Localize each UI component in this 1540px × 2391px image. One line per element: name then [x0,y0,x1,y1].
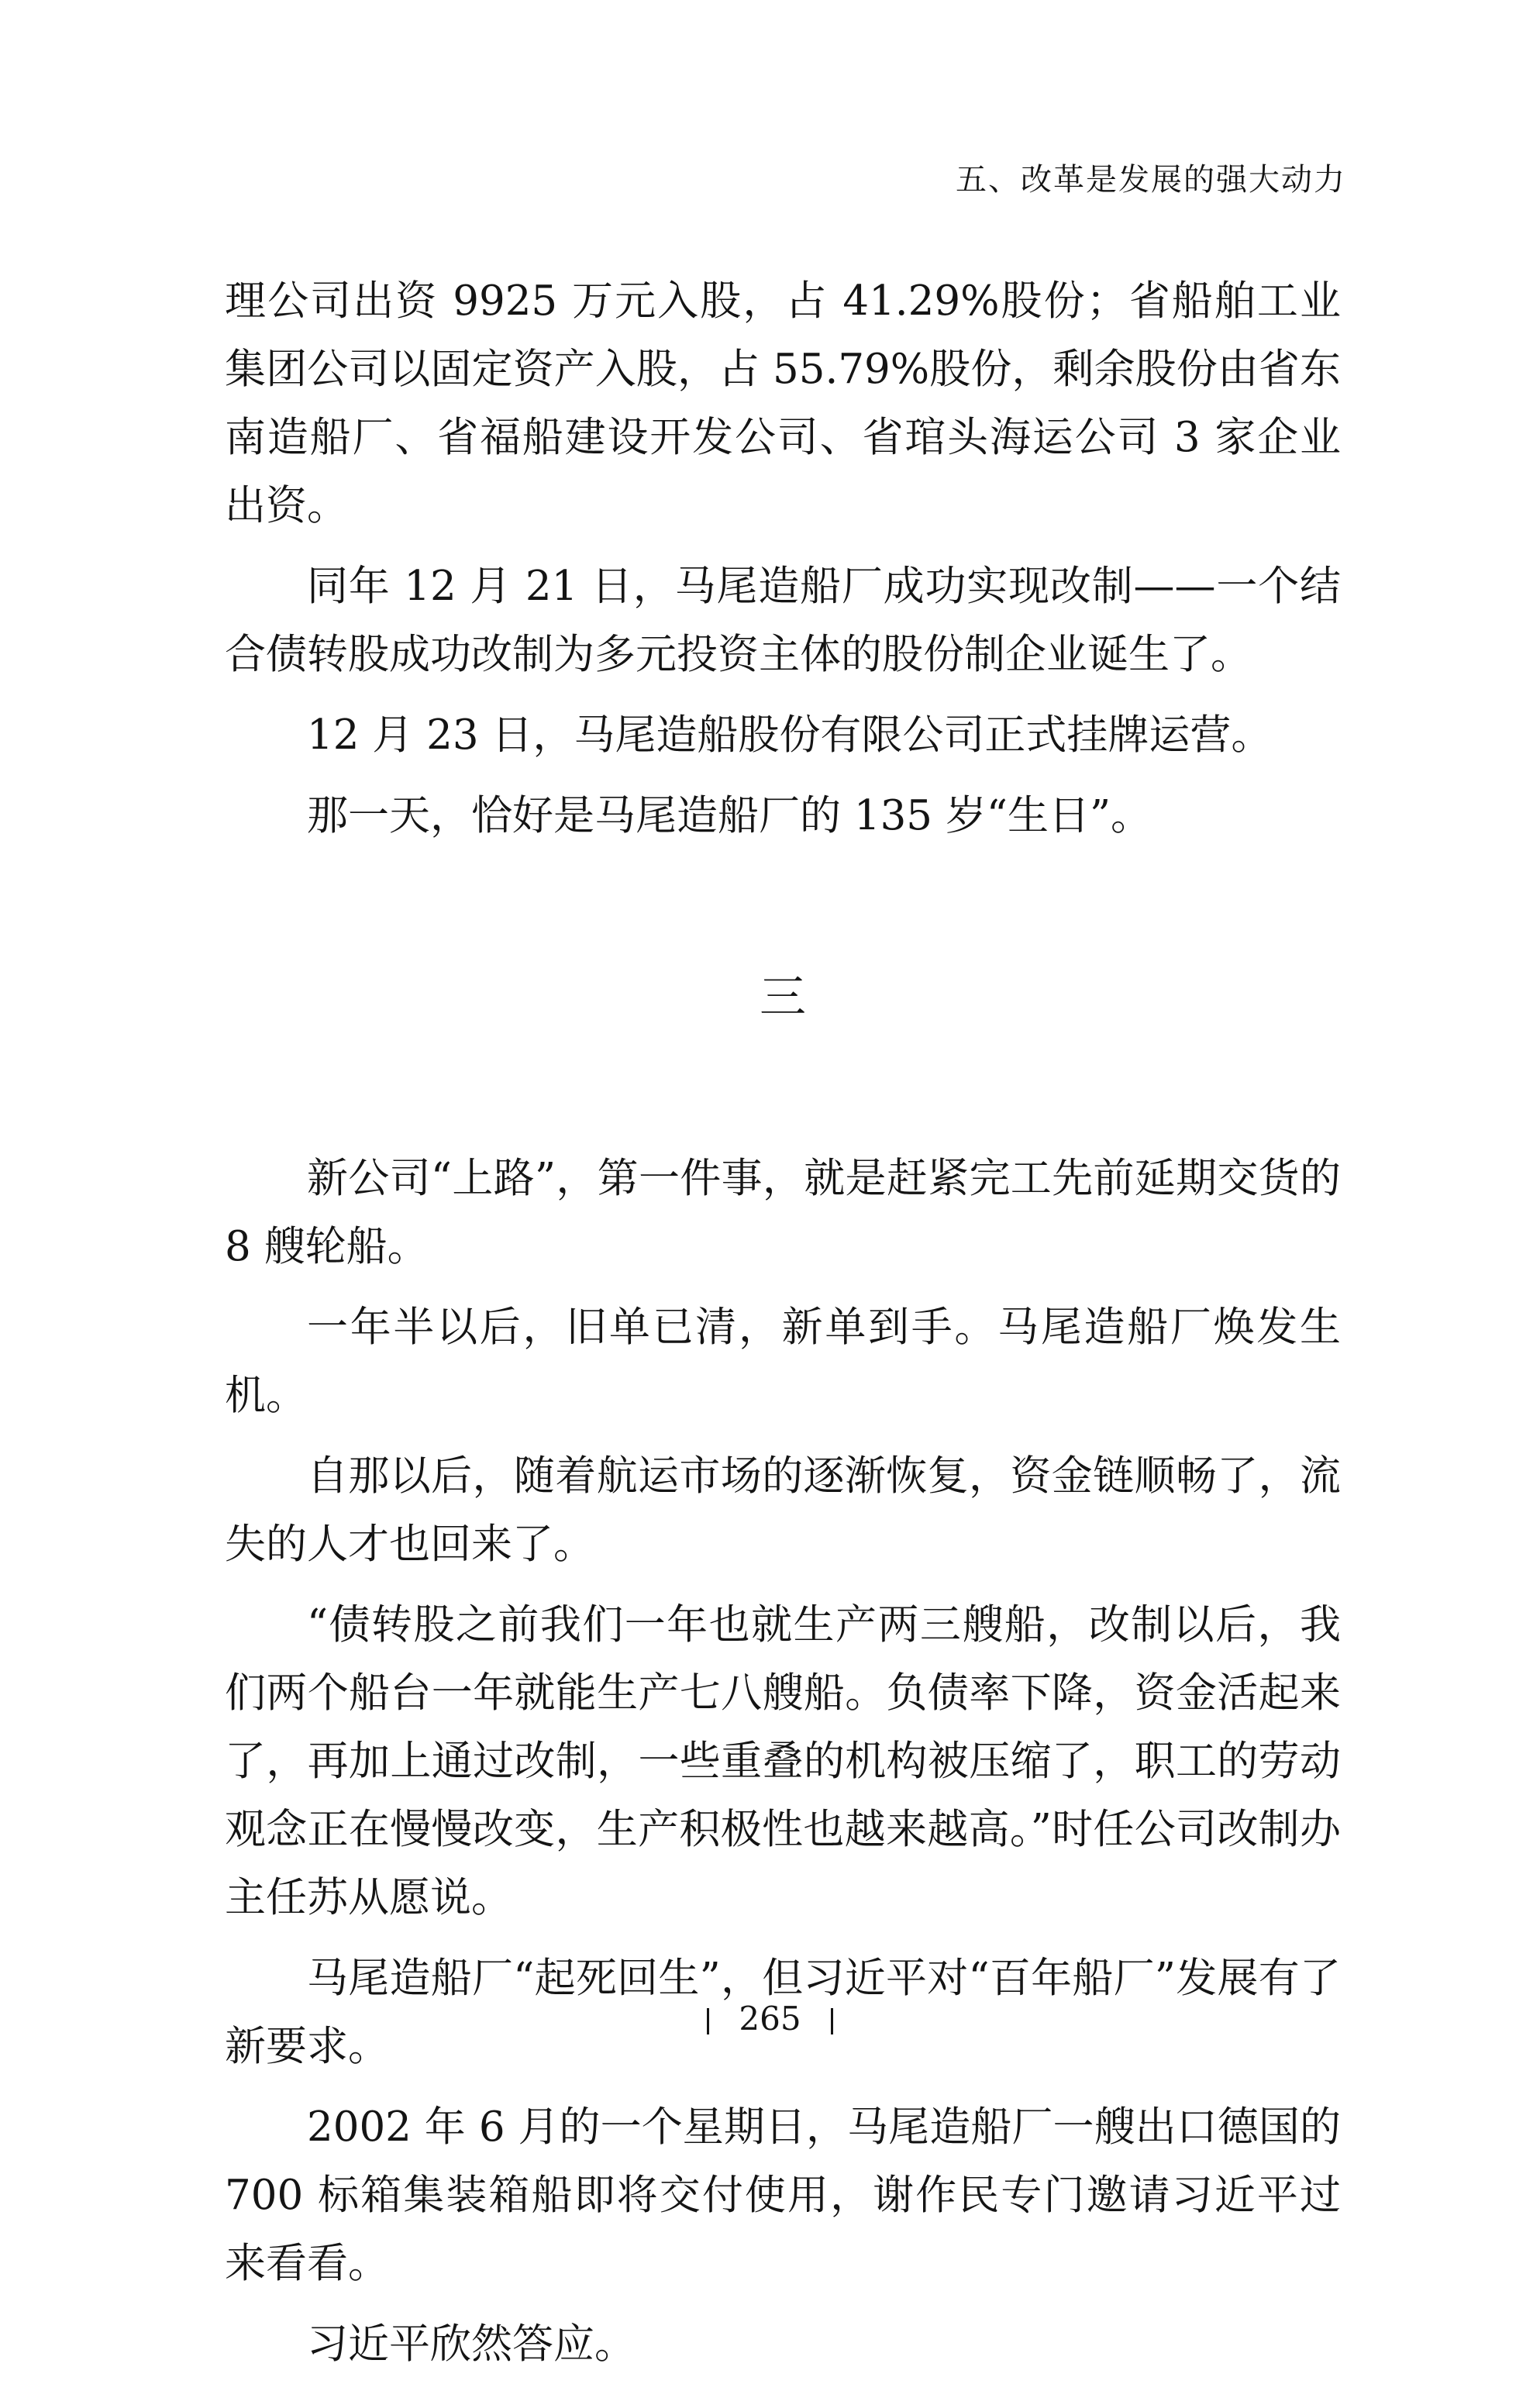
section-number: 三 [760,970,806,1025]
paragraph: 一年半以后，旧单已清，新单到手。马尾造船厂焕发生机。 [225,1304,1341,1419]
paragraph: 12 月 23 日，马尾造船股份有限公司正式挂牌运营。 [307,711,1273,759]
paragraph: 那一天，恰好是马尾造船厂的 135 岁“生日”。 [307,792,1152,839]
paragraph: 新公司“上路”，第一件事，就是赶紧完工先前延期交货的 8 艘轮船。 [225,1155,1341,1270]
paragraph: 2002 年 6 月的一个星期日，马尾造船厂一艘出口德国的 700 标箱集装箱船即将交付使用，谢作民专门邀请习近平过来看看。 [225,2103,1341,2287]
folio-right-rule [831,2008,833,2034]
page-number: 265 [739,2000,801,2038]
paragraph: 理公司出资 9925 万元入股，占 41.29%股份；省船舶工业集团公司以固定资产入股，占 55.79%股份，剩余股份由省东南造船厂、省福船建设开发公司、省琯头海运公司 3 家企业出资。 [225,277,1341,529]
paragraph: 习近平欣然答应。 [307,2320,636,2368]
page-footer [0,2000,1540,2038]
paragraph: 自那以后，随着航运市场的逐渐恢复，资金链顺畅了，流失的人才也回来了。 [225,1452,1341,1568]
paragraph: “债转股之前我们一年也就生产两三艘船，改制以后，我们两个船台一年就能生产七八艘船。负债率下降，资金活起来了，再加上通过改制，一些重叠的机构被压缩了，职工的劳动观念正在慢慢改变，生产积极性也越来越高。”时任公司改制办主任苏从愿说。 [225,1601,1341,1921]
running-header: 五、改革是发展的强大动力 [956,162,1346,198]
body-text [225,267,1341,2391]
paragraph: 同年 12 月 21 日，马尾造船厂成功实现改制——一个结合债转股成功改制为多元投资主体的股份制企业诞生了。 [225,563,1341,678]
folio-left-rule [707,2008,709,2034]
paragraph: 马尾造船厂“起死回生”，但习近平对“百年船厂”发展有了新要求。 [225,1955,1341,2070]
